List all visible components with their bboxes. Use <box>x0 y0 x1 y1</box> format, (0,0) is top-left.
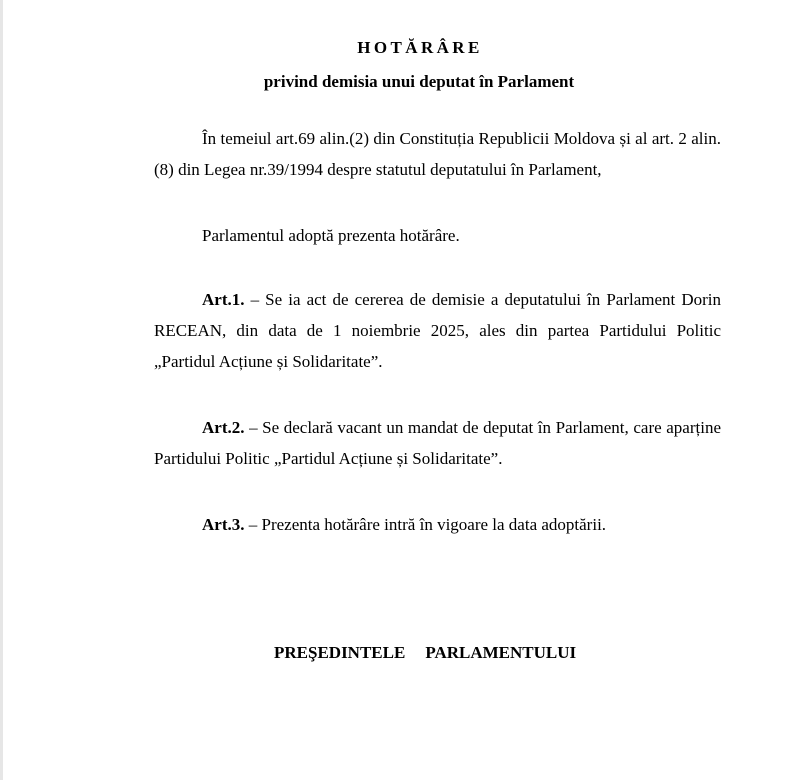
preamble-paragraph: În temeiul art.69 alin.(2) din Constituția Republicii Moldova și al art. 2 alin. (8) din Legea nr.39/1994 despre statutul deputatului în Parlament, <box>154 129 721 179</box>
article-3-label: Art.3. <box>202 515 245 534</box>
article-1-text: – Se ia act de cererea de demisie a deputatului în Parlament Dorin RECEAN, din data de 1 noiembrie 2025, ales din partea Partidului Politic „Partidul Acțiune și Solidaritate”. <box>154 290 721 371</box>
article-2 <box>154 412 721 474</box>
article-1-label: Art.1. <box>202 290 245 309</box>
page-left-edge <box>0 0 3 780</box>
signature-word-2: PARLAMENTULUI <box>425 643 577 662</box>
adoption-paragraph: Parlamentul adoptă prezenta hotărâre. <box>202 226 460 245</box>
article-3-text: – Prezenta hotărâre intră în vigoare la data adoptării. <box>244 515 607 534</box>
article-2-label: Art.2. <box>202 418 245 437</box>
signature-word-1: PREŞEDINTELE <box>274 643 406 662</box>
signature-block <box>274 642 576 664</box>
article-3 <box>154 509 721 540</box>
document-subtitle: privind demisia unui deputat în Parlament <box>263 72 575 91</box>
document-title: HOTĂRÂRE <box>357 38 483 57</box>
article-1 <box>154 284 721 377</box>
article-2-text: – Se declară vacant un mandat de deputat în Parlament, care aparține Partidului Politic „Partidul Acțiune și Solidaritate”. <box>154 418 721 468</box>
